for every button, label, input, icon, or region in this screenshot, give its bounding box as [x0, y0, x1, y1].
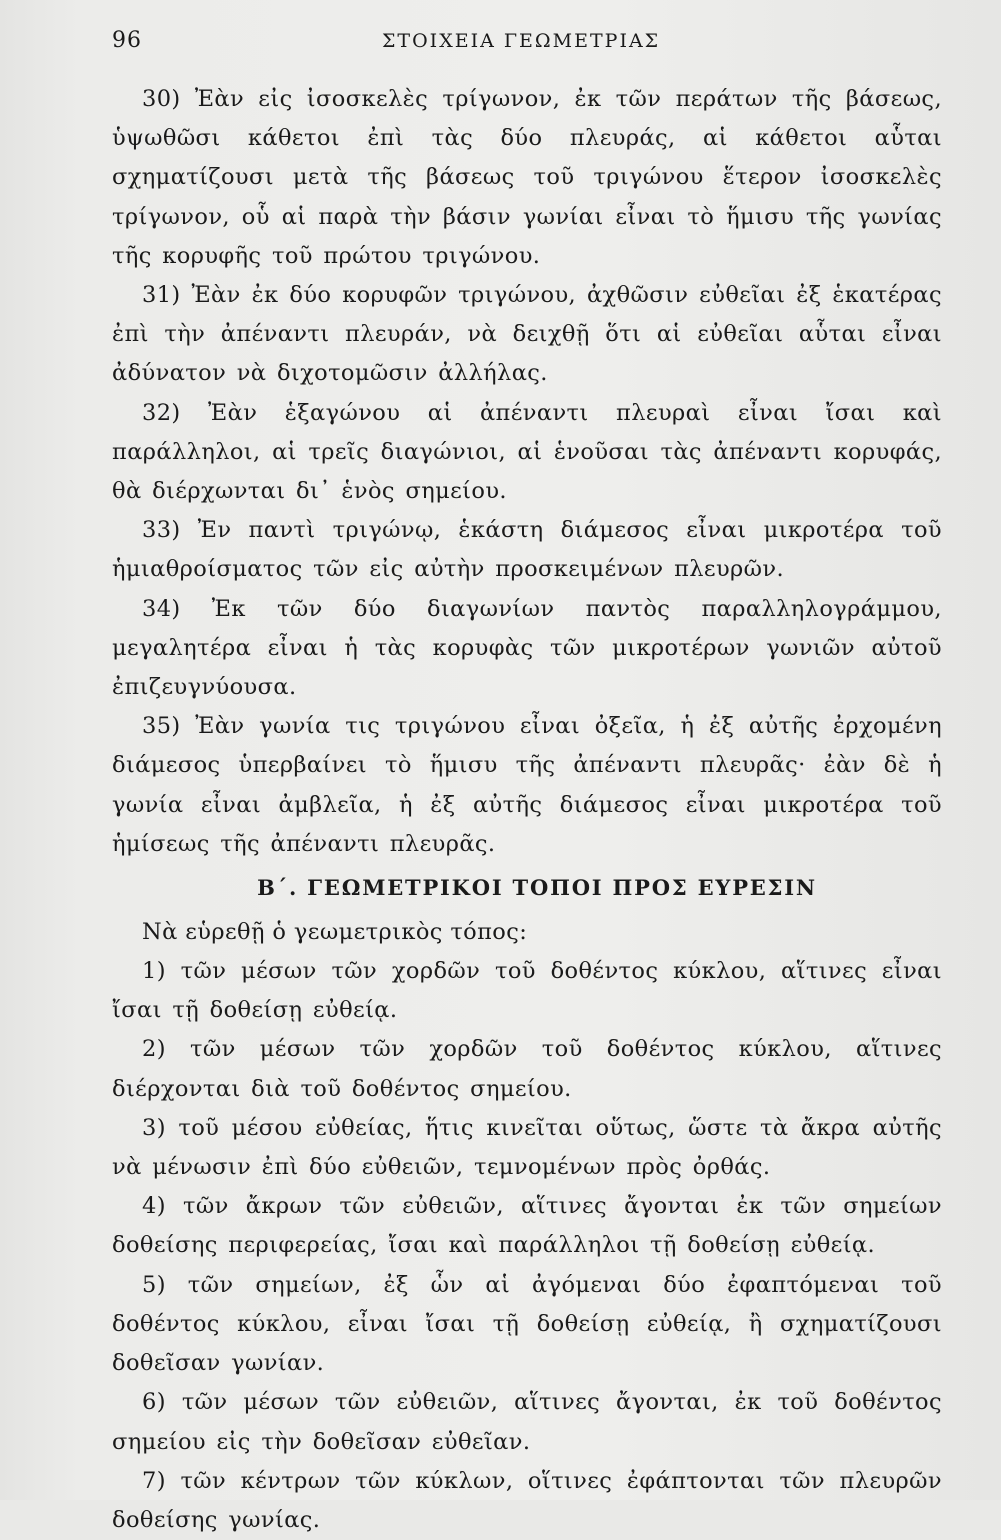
exercise-33 [112, 511, 942, 589]
locus-6 [112, 1383, 942, 1461]
locus-text: τῶν κέντρων τῶν κύκλων, οἵτινες ἐφάπτονται τῶν πλευρῶν δοθείσης γωνίας. [112, 1467, 942, 1533]
section-intro: Νὰ εὑρεθῇ ὁ γεωμετρικὸς τόπος: [142, 919, 528, 946]
exercise-number: 30) [142, 86, 181, 112]
locus-4 [112, 1187, 942, 1265]
locus-5 [112, 1266, 942, 1384]
locus-7 [112, 1462, 942, 1540]
locus-number: 4) [142, 1193, 166, 1220]
exercise-number: 31) [142, 282, 181, 309]
exercise-text: Ἐὰν εἰς ἰσοσκελὲς τρίγωνον, ἐκ τῶν περάτων τῆς βάσεως, ὑψωθῶσι κάθετοι ἐπὶ τὰς δύο πλευράς, αἱ κάθετοι αὗται σχηματίζουσι μετὰ τῆς βάσεως τοῦ τριγώνου ἕτερον ἰσοσκελὲς τρίγωνον, οὗ αἱ παρὰ τὴν βάσιν γωνίαι εἶναι τὸ ἥμισυ τῆς γωνίας τῆς κορυφῆς τοῦ πρώτου τριγώνου. [112, 86, 942, 269]
running-title: ΣΤΟΙΧΕΙΑ ΓΕΩΜΕΤΡΙΑΣ [382, 30, 661, 52]
locus-text: τῶν ἄκρων τῶν εὐθειῶν, αἵτινες ἄγονται ἐκ τῶν σημείων δοθείσης περιφερείας, ἴσαι καὶ παράλληλοι τῇ δοθείσῃ εὐθείᾳ. [112, 1193, 942, 1259]
locus-number: 1) [142, 958, 166, 985]
locus-number: 3) [142, 1114, 166, 1141]
locus-number: 2) [142, 1036, 166, 1063]
exercise-number: 33) [142, 517, 181, 544]
exercise-number: 34) [142, 595, 181, 622]
exercise-34 [112, 590, 942, 708]
exercise-text: Ἐὰν ἑξαγώνου αἱ ἀπέναντι πλευραὶ εἶναι ἴσαι καὶ παράλληλοι, αἱ τρεῖς διαγώνιοι, αἱ ἑνοῦσαι τὰς ἀπέναντι κορυφάς, θὰ διέρχωνται δι᾽ ἑνὸς σημείου. [112, 399, 942, 505]
page-number: 96 [112, 28, 142, 53]
exercise-35 [112, 707, 942, 864]
exercise-text: Ἐκ τῶν δύο διαγωνίων παντὸς παραλληλογράμμου, μεγαλητέρα εἶναι ἡ τὰς κορυφὰς τῶν μικροτέρων γωνιῶν αὐτοῦ ἐπιζευγνύουσα. [112, 595, 942, 701]
locus-number: 7) [142, 1467, 166, 1494]
locus-text: τῶν μέσων τῶν χορδῶν τοῦ δοθέντος κύκλου, αἵτινες διέρχονται διὰ τοῦ δοθέντος σημείου. [112, 1036, 942, 1102]
exercise-number: 32) [142, 399, 181, 426]
section-heading: Β΄. ΓΕΩΜΕΤΡΙΚΟΙ ΤΟΠΟΙ ΠΡΟΣ ΕΥΡΕΣΙΝ [257, 875, 817, 901]
exercise-text: Ἐν παντὶ τριγώνῳ, ἑκάστη διάμεσος εἶναι μικροτέρα τοῦ ἡμιαθροίσματος τῶν εἰς αὐτὴν προσκειμένων πλευρῶν. [112, 517, 942, 583]
exercise-number: 35) [142, 713, 181, 740]
exercise-31 [112, 276, 942, 394]
exercise-32 [112, 394, 942, 512]
locus-text: τοῦ μέσου εὐθείας, ἥτις κινεῖται οὕτως, ὥστε τὰ ἄκρα αὐτῆς νὰ μένωσιν ἐπὶ δύο εὐθειῶν, τεμνομένων πρὸς ὀρθάς. [112, 1114, 942, 1181]
locus-2 [112, 1030, 942, 1108]
locus-text: τῶν μέσων τῶν εὐθειῶν, αἵτινες ἄγονται, ἐκ τοῦ δοθέντος σημείου εἰς τὴν δοθεῖσαν εὐθεῖαν. [112, 1389, 942, 1455]
page-header [112, 28, 942, 58]
body-text [112, 80, 942, 1540]
locus-1 [112, 952, 942, 1030]
locus-number: 6) [142, 1389, 166, 1416]
locus-3 [112, 1109, 942, 1187]
locus-number: 5) [142, 1271, 166, 1298]
exercise-30 [112, 80, 942, 276]
locus-text: τῶν μέσων τῶν χορδῶν τοῦ δοθέντος κύκλου, αἵτινες εἶναι ἴσαι τῇ δοθείσῃ εὐθείᾳ. [112, 958, 942, 1024]
exercise-text: Ἐὰν γωνία τις τριγώνου εἶναι ὀξεῖα, ἡ ἐξ αὐτῆς ἐρχομένη διάμεσος ὑπερβαίνει τὸ ἥμισυ τῆς ἀπέναντι πλευρᾶς· ἐὰν δὲ ἡ γωνία εἶναι ἀμβλεῖα, ἡ ἐξ αὐτῆς διάμεσος εἶναι μικροτέρα τοῦ ἡμίσεως τῆς ἀπέναντι πλευρᾶς. [112, 713, 942, 857]
locus-text: τῶν σημείων, ἐξ ὧν αἱ ἀγόμεναι δύο ἐφαπτόμεναι τοῦ δοθέντος κύκλου, εἶναι ἴσαι τῇ δοθείσῃ εὐθείᾳ, ἢ σχηματίζουσι δοθεῖσαν γωνίαν. [112, 1271, 942, 1377]
exercise-text: Ἐὰν ἐκ δύο κορυφῶν τριγώνου, ἀχθῶσιν εὐθεῖαι ἐξ ἑκατέρας ἐπὶ τὴν ἀπέναντι πλευράν, νὰ δειχθῇ ὅτι αἱ εὐθεῖαι αὗται εἶναι ἀδύνατον νὰ διχοτομῶσιν ἀλλήλας. [112, 282, 942, 387]
